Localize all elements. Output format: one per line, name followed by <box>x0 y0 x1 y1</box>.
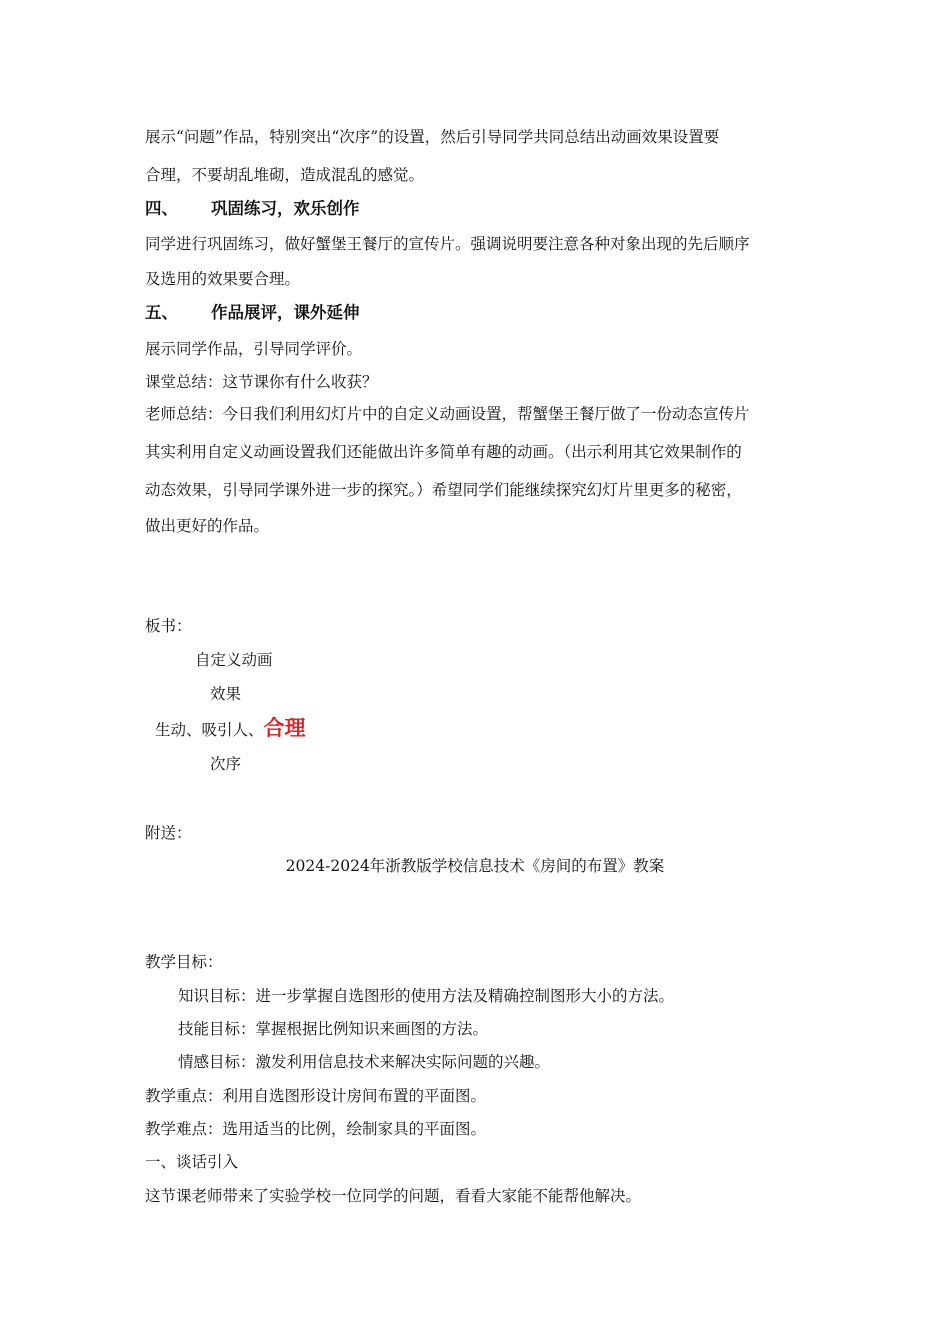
board-line3 <box>155 716 306 742</box>
section5-summary-line1: 老师总结：今日我们利用幻灯片中的自定义动画设置，帮蟹堡王餐厅做了一份动态宣传片 <box>145 405 750 423</box>
teaching-difficulty: 教学难点：选用适当的比例，绘制家具的平面图。 <box>145 1120 487 1138</box>
board-line1: 自定义动画 <box>195 651 273 669</box>
part1-text: 这节课老师带来了实验学校一位同学的问题，看看大家能不能帮他解决。 <box>145 1187 642 1205</box>
section5-paragraph2: 课堂总结：这节课你有什么收获？ <box>145 373 378 391</box>
section5-summary-line3: 动态效果，引导同学课外进一步的探究。）希望同学们能继续探究幻灯片里更多的秘密， <box>145 481 742 499</box>
teaching-key-point: 教学重点：利用自选图形设计房间布置的平面图。 <box>145 1087 487 1105</box>
section5-summary-line2: 其实利用自定义动画设置我们还能做出许多简单有趣的动画。（出示利用其它效果制作的 <box>145 443 742 461</box>
board-label: 板书： <box>145 617 192 635</box>
section5-heading <box>145 302 360 324</box>
section4-heading <box>145 198 360 220</box>
section5-title: 作品展评，课外延伸 <box>211 303 360 322</box>
goal-knowledge: 知识目标：进一步掌握自选图形的使用方法及精确控制图形大小的方法。 <box>178 987 675 1005</box>
goals-label: 教学目标： <box>145 953 223 971</box>
section4-paragraph-line1: 同学进行巩固练习，做好蟹堡王餐厅的宣传片。强调说明要注意各种对象出现的先后顺序 <box>145 235 750 253</box>
board-line2: 效果 <box>210 685 242 703</box>
section5-paragraph1: 展示同学作品，引导同学评价。 <box>145 340 363 358</box>
appendix-label: 附送： <box>145 824 192 842</box>
board-emphasis-text: 合理 <box>263 716 306 740</box>
board-line4: 次序 <box>210 755 242 773</box>
appendix-title: 2024-2024年浙教版学校信息技术《房间的布置》教案 <box>285 857 665 875</box>
section5-summary-line4: 做出更好的作品。 <box>145 517 270 535</box>
part1-heading: 一、谈话引入 <box>145 1153 239 1171</box>
section4-title: 巩固练习，欢乐创作 <box>211 199 360 218</box>
section4-paragraph-line2: 及选用的效果要合理。 <box>145 270 301 288</box>
goal-emotion: 情感目标：激发利用信息技术来解决实际问题的兴趣。 <box>178 1053 551 1071</box>
section5-number: 五、 <box>145 303 178 322</box>
section3-paragraph-line2: 合理，不要胡乱堆砌，造成混乱的感觉。 <box>145 166 425 184</box>
section4-number: 四、 <box>145 199 178 218</box>
board-line3-prefix: 生动、吸引人、 <box>155 721 264 739</box>
section3-paragraph-line1: 展示“问题”作品，特别突出“次序”的设置，然后引导同学共同总结出动画效果设置要 <box>145 128 720 146</box>
goal-skill: 技能目标：掌握根据比例知识来画图的方法。 <box>178 1020 489 1038</box>
